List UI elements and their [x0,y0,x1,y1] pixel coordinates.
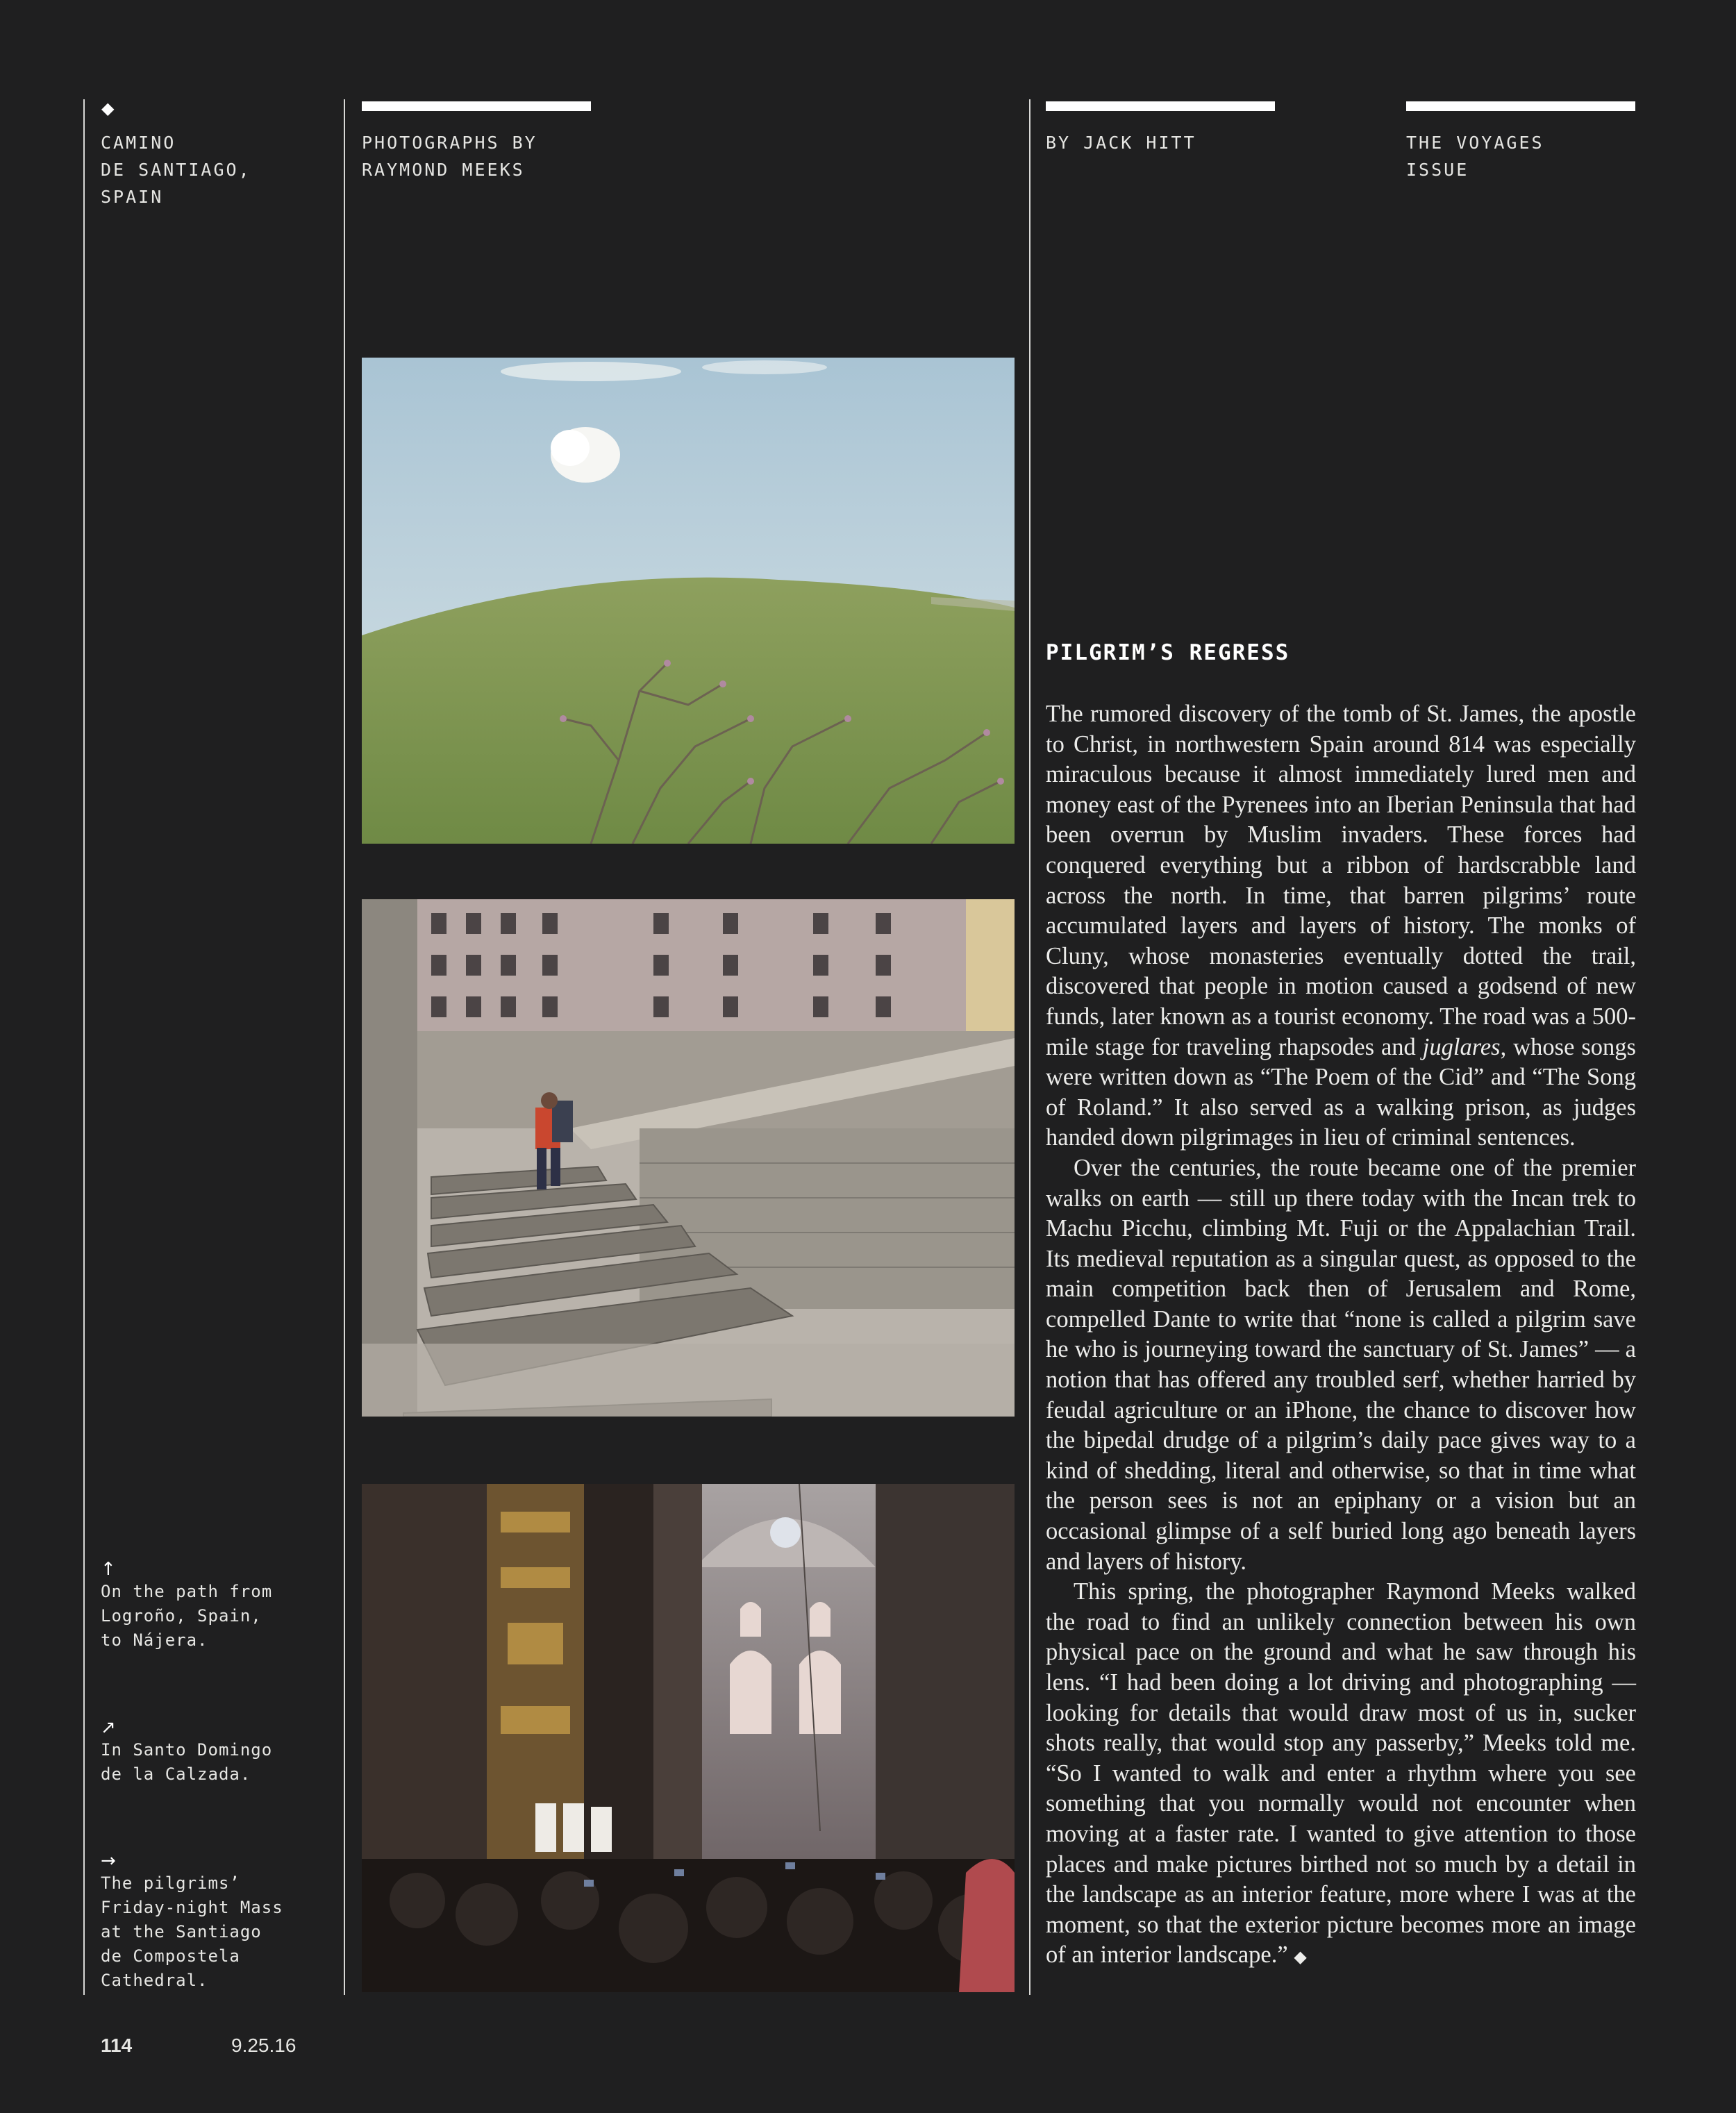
header-bar-photographer [362,101,591,111]
caption-line: The pilgrims’ [101,1873,240,1893]
issue-label [1406,129,1544,183]
page-number: 114 [101,2035,133,2056]
caption-line: On the path from [101,1582,273,1601]
paragraph-emphasis: juglares [1422,1033,1501,1060]
location-line: DE SANTIAGO, [101,160,251,180]
photographer-line: RAYMOND MEEKS [362,160,525,180]
caption-line: de Compostela [101,1946,240,1966]
caption-line: Logroño, Spain, [101,1606,262,1626]
issue-line: THE VOYAGES [1406,133,1544,153]
end-mark-icon: ◆ [1294,1947,1307,1967]
location-line: CAMINO [101,133,176,153]
arrow-right-icon: → [101,1851,116,1871]
caption-line: at the Santiago [101,1922,262,1941]
location-label [101,129,251,210]
issue-line: ISSUE [1406,160,1469,180]
photo-field-landscape [362,358,1015,844]
caption-line: Friday-night Mass [101,1898,283,1917]
caption-1 [101,1559,272,1653]
photographer-line: PHOTOGRAPHS BY [362,133,537,153]
article-headline: PILGRIM’S REGRESS [1046,640,1290,665]
paragraph-text: The rumored discovery of the tomb of St. James, the apostle to Christ, in northwestern Spain around 814 was especially miraculous because it almost immediately lured men and money east of the Pyrenees into an Iberian Peninsula that had been overrun by Muslim invaders. These forces had conquered everything but a ribbon of hardscrabble land across the north. In time, that barren pilgrims’ route accumulated layers and layers of history. The monks of Cluny, whose monasteries eventually dotted the trail, discovered that people in motion caused a godsend of new funds, later known as a tourist economy. The road was a 500-mile stage for traveling rhapsodes and [1046,701,1636,1060]
caption-line: Cathedral. [101,1971,208,1990]
byline: BY JACK HITT [1046,133,1196,153]
issue-date: 9.25.16 [231,2035,297,2056]
header-bar-byline [1046,101,1275,111]
diamond-icon: ◆ [101,99,115,118]
article-paragraph-3 [1046,1577,1636,1973]
caption-2 [101,1717,272,1787]
caption-line: to Nájera. [101,1630,208,1650]
article-paragraph-2: Over the centuries, the route became one of the premier walks on earth — still up there today with the Incan trek to Machu Picchu, climbing Mt. Fuji or the Appalachian Trail. Its medieval reputation as a singular quest, as opposed to the main competition back then of Jerusalem and Rome, compelled Dante to write that “none is called a pilgrim save he who is journeying toward the sanctuary of St. James” — a notion that has offered any troubled serf, whether harried by feudal agriculture or an iPhone, the chance to discover how the bipedal drudge of a pilgrim’s daily pace gives way to a kind of shedding, literal and otherwise, so that in time what the person sees is not an epiphany or a vision but an occasional glimpse of a self buried long ago beneath layers and layers of history. [1046,1154,1636,1575]
caption-line: de la Calzada. [101,1764,251,1784]
location-line: SPAIN [101,187,164,207]
arrow-up-right-icon: ↗ [101,1717,116,1738]
caption-3 [101,1851,283,1993]
column-rule-right [1029,99,1030,1995]
column-rule-left [83,99,85,1995]
photo-cathedral-mass [362,1484,1015,1992]
caption-line: In Santo Domingo [101,1740,273,1760]
arrow-up-icon: ↑ [101,1559,116,1580]
article-body [1046,699,1636,1973]
paragraph-text: This spring, the photographer Raymond Meeks walked the road to find an unlikely connection between his own physical pace on the ground and what he saw through his lens. “I had been doing a lot driving and photographing — looking for details that would draw most of us in, sucker shots really, that would stop any passerby,” Meeks told me. “So I wanted to walk and enter a rhythm where you see something that you normally would not encounter when moving at a faster rate. I wanted to give attention to those places and make pictures birthed not so much by a detail in the landscape as an interior feature, more where I was at the moment, so that the exterior picture becomes more an image of an interior landscape.” [1046,1578,1636,1969]
header-bar-issue [1406,101,1635,111]
photographer-credit [362,129,537,183]
column-rule-middle [344,99,345,1995]
photo-stone-steps [362,899,1015,1417]
paragraph-text: , whose songs were written down as “The Poem of the Cid” and “The Song of Roland.” It also served as a walking prison, as judges handed down pilgrimages in lieu of criminal sentences. [1046,1033,1636,1151]
article-paragraph-1 [1046,699,1636,1153]
